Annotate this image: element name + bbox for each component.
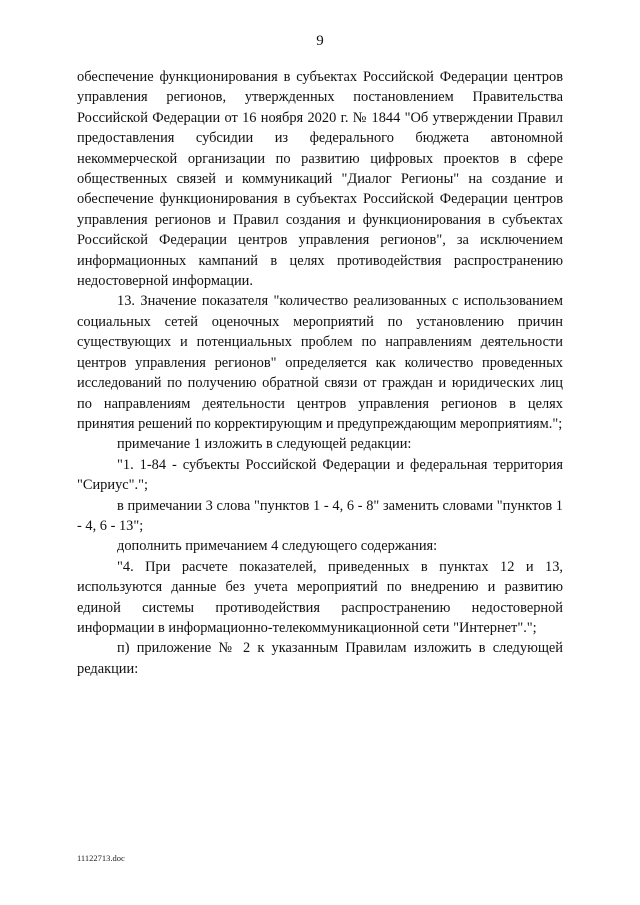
- paragraph-note-1-text: "1. 1-84 - субъекты Российской Федерации и федеральная территория "Сириус".";: [77, 456, 563, 494]
- footer-filename: 11122713.doc: [77, 853, 125, 863]
- paragraph-note-1-instruction: примечание 1 изложить в следующей редакции:: [117, 436, 412, 453]
- paragraph-item-13: 13. Значение показателя "количество реализованных с использованием социальных сетей оценочных мероприятий по установлению причин существующих и потенциальных проблем по направлениям деятельности центров управления регионов" определяется как количество проведенных исследований по получению обратной связи от граждан и юридических лиц по направлениям деятельности центров управления регионов в целях принятия решений по корректирующим и предупреждающим мероприятиям.";: [77, 293, 563, 432]
- paragraph-note-4-instruction: дополнить примечанием 4 следующего содержания:: [117, 538, 438, 555]
- paragraph-continuation: обеспечение функционирования в субъектах Российской Федерации центров управления регионов, утвержденных постановлением Правительства Российской Федерации от 16 ноября 2020 г. № 1844 "Об утверждении Правил предоставления субсидии из федерального бюджета автономной некоммерческой организации по развитию цифровых проектов в сфере общественных связей и коммуникаций "Диалог Регионы" на создание и обеспечение функционирования в субъектах Российской Федерации центров управления регионов и Правил создания и функционирования в субъектах Российской Федерации центров управления регионов", за исключением информационных кампаний в целях противодействия распространению недостоверной информации.: [77, 69, 563, 290]
- paragraph-item-p: п) приложение № 2 к указанным Правилам изложить в следующей редакции:: [77, 640, 563, 677]
- page-number: 9: [316, 33, 324, 49]
- document-body: [77, 67, 563, 679]
- paragraph-note-4-text: "4. При расчете показателей, приведенных в пунктах 12 и 13, используются данные без учета мероприятий по внедрению и развитию единой системы противодействия распространению недостоверной информации в информационно-телекоммуникационной сети "Интернет".";: [77, 558, 563, 636]
- paragraph-note-3-instruction: в примечании 3 слова "пунктов 1 - 4, 6 - 8" заменить словами "пунктов 1 - 4, 6 - 13";: [77, 497, 563, 534]
